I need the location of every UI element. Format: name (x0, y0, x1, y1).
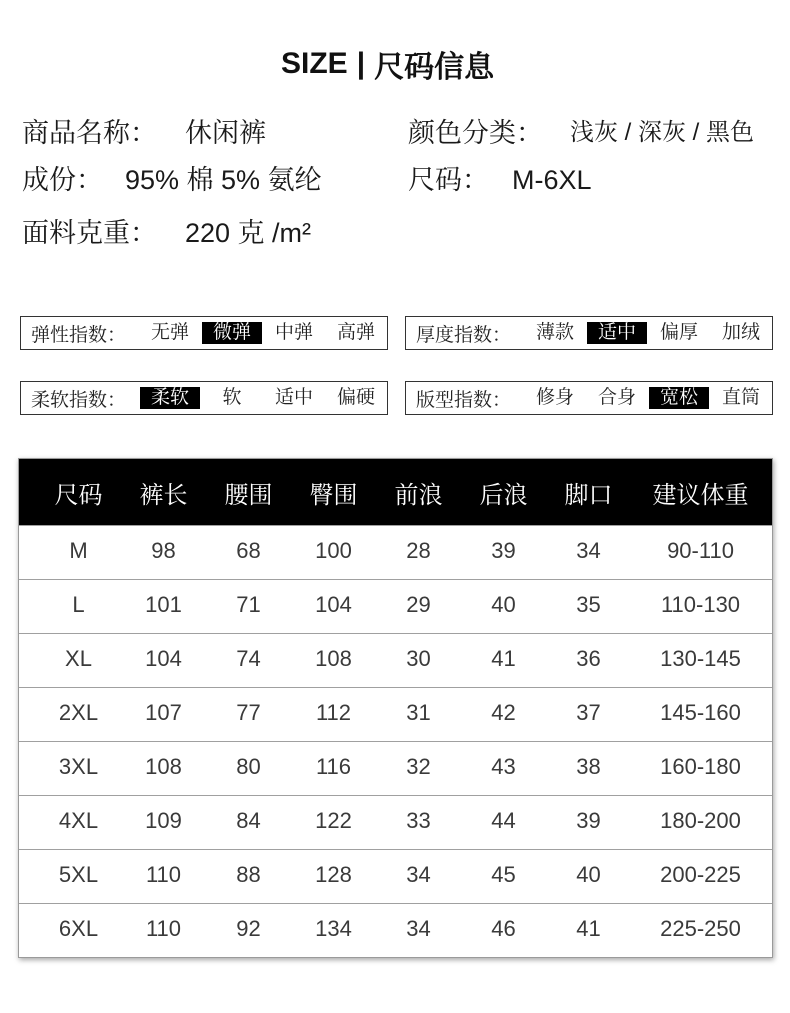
fit-index (405, 381, 773, 415)
table-row (19, 525, 772, 579)
table-header-cell: 腰围 (224, 481, 273, 509)
table-cell: 84 (236, 807, 261, 833)
size-table (18, 458, 773, 958)
fit-option (710, 387, 772, 409)
option-text: 薄款 (535, 322, 574, 343)
thickness-option (648, 322, 710, 344)
table-cell: 46 (491, 915, 516, 941)
table-cell: 88 (236, 861, 261, 887)
table-cell: 104 (315, 591, 352, 617)
table-cell: 39 (576, 807, 601, 833)
table-cell: 200-225 (660, 861, 741, 887)
softness-option (263, 387, 325, 409)
table-cell: 40 (491, 591, 516, 617)
elasticity-option (201, 322, 263, 344)
composition-value: 95% 棉 5% 氨纶 (125, 165, 322, 195)
table-cell: 130-145 (660, 645, 741, 671)
table-cell: 35 (576, 591, 601, 617)
table-cell: 37 (576, 699, 601, 725)
table-cell: 109 (145, 807, 182, 833)
table-cell: 43 (491, 753, 516, 779)
softness-option (325, 387, 387, 409)
table-header-cell: 臀围 (309, 481, 358, 509)
table-cell: 98 (151, 537, 176, 563)
option-text: 偏硬 (336, 387, 375, 408)
option-text: 直筒 (721, 387, 760, 408)
page-title (281, 44, 494, 84)
elasticity-index (20, 316, 388, 350)
table-cell: 110 (145, 861, 182, 887)
product-name-value: 休闲裤 (185, 118, 266, 148)
softness-index (20, 381, 388, 415)
table-cell: 68 (236, 537, 261, 563)
table-cell: 101 (145, 591, 182, 617)
table-header-cell: 前浪 (394, 481, 443, 509)
product-name-label: 商品名称： (22, 118, 157, 148)
table-cell: 122 (315, 807, 352, 833)
table-row (19, 579, 772, 633)
table-cell: 44 (491, 807, 516, 833)
elasticity-option (325, 322, 387, 344)
fit-option (524, 387, 586, 409)
option-text: 柔软 (140, 387, 200, 409)
table-cell: 100 (315, 537, 352, 563)
elasticity-option (139, 322, 201, 344)
table-cell: 45 (491, 861, 516, 887)
table-cell: 71 (236, 591, 261, 617)
table-cell: 34 (406, 915, 431, 941)
table-cell: 38 (576, 753, 601, 779)
table-row (19, 903, 772, 957)
table-cell: 41 (491, 645, 516, 671)
table-cell: 31 (406, 699, 431, 725)
title-separator: | (356, 47, 366, 80)
table-cell: 32 (406, 753, 431, 779)
table-row (19, 795, 772, 849)
table-cell: 116 (315, 753, 352, 779)
table-row (19, 849, 772, 903)
table-row (19, 687, 772, 741)
table-header-cell: 脚口 (564, 481, 613, 509)
option-text: 软 (222, 387, 242, 408)
table-cell: 160-180 (660, 753, 741, 779)
table-cell: 128 (315, 861, 352, 887)
fabric-weight-label: 面料克重： (22, 218, 157, 248)
table-cell: 134 (315, 915, 352, 941)
table-cell: 108 (145, 753, 182, 779)
option-text: 修身 (535, 387, 574, 408)
size-range-value: M-6XL (512, 165, 592, 195)
table-cell: 41 (576, 915, 601, 941)
table-header-cell: 建议体重 (652, 481, 749, 509)
table-cell: 92 (236, 915, 261, 941)
thickness-index-label: 厚度指数： (416, 324, 512, 346)
table-cell: 34 (406, 861, 431, 887)
size-cell: 4XL (58, 807, 99, 833)
table-cell: 74 (236, 645, 261, 671)
table-header-cell: 裤长 (139, 481, 188, 509)
color-label: 颜色分类： (408, 118, 543, 148)
fit-option (648, 387, 710, 409)
title-cn: 尺码信息 (374, 51, 495, 84)
table-cell: 39 (491, 537, 516, 563)
table-cell: 225-250 (660, 915, 741, 941)
option-text: 适中 (274, 387, 313, 408)
softness-index-label: 柔软指数： (31, 389, 127, 411)
table-cell: 40 (576, 861, 601, 887)
color-value: 浅灰 / 深灰 / 黑色 (570, 119, 755, 146)
composition-label: 成份： (22, 165, 103, 195)
thickness-option (710, 322, 772, 344)
table-cell: 29 (406, 591, 431, 617)
table-row (19, 633, 772, 687)
size-cell: 2XL (58, 699, 99, 725)
size-cell: XL (65, 645, 92, 671)
table-cell: 104 (145, 645, 182, 671)
table-cell: 30 (406, 645, 431, 671)
option-text: 中弹 (274, 322, 313, 343)
title-en: SIZE (281, 47, 348, 80)
table-row (19, 741, 772, 795)
table-header-cell: 后浪 (479, 481, 528, 509)
table-cell: 80 (236, 753, 261, 779)
size-cell: M (69, 537, 88, 563)
size-cell: L (72, 591, 85, 617)
fabric-weight-value: 220 克 /m² (185, 218, 312, 248)
option-text: 加绒 (721, 322, 760, 343)
table-header-cell: 尺码 (54, 481, 103, 509)
table-cell: 34 (576, 537, 601, 563)
size-cell: 6XL (58, 915, 99, 941)
table-cell: 107 (145, 699, 182, 725)
table-cell: 145-160 (660, 699, 741, 725)
elasticity-option (263, 322, 325, 344)
size-cell: 5XL (58, 861, 99, 887)
elasticity-index-label: 弹性指数： (31, 324, 127, 346)
table-cell: 42 (491, 699, 516, 725)
table-cell: 108 (315, 645, 352, 671)
table-cell: 28 (406, 537, 431, 563)
thickness-option (586, 322, 648, 344)
softness-option (139, 387, 201, 409)
option-text: 高弹 (336, 322, 375, 343)
thickness-option (524, 322, 586, 344)
table-cell: 90-110 (667, 537, 734, 563)
option-text: 适中 (587, 322, 647, 344)
option-text: 微弹 (202, 322, 262, 344)
table-cell: 110 (145, 915, 182, 941)
table-cell: 33 (406, 807, 431, 833)
thickness-index (405, 316, 773, 350)
fit-option (586, 387, 648, 409)
table-cell: 180-200 (660, 807, 741, 833)
fit-index-label: 版型指数： (416, 389, 512, 411)
size-cell: 3XL (58, 753, 99, 779)
size-range-label: 尺码： (408, 165, 489, 195)
table-cell: 77 (236, 699, 261, 725)
table-header-row (19, 459, 772, 525)
option-text: 宽松 (649, 387, 709, 409)
table-cell: 112 (315, 699, 352, 725)
option-text: 无弹 (150, 322, 189, 343)
table-cell: 110-130 (660, 591, 741, 617)
option-text: 合身 (597, 387, 636, 408)
softness-option (201, 387, 263, 409)
option-text: 偏厚 (659, 322, 698, 343)
table-cell: 36 (576, 645, 601, 671)
